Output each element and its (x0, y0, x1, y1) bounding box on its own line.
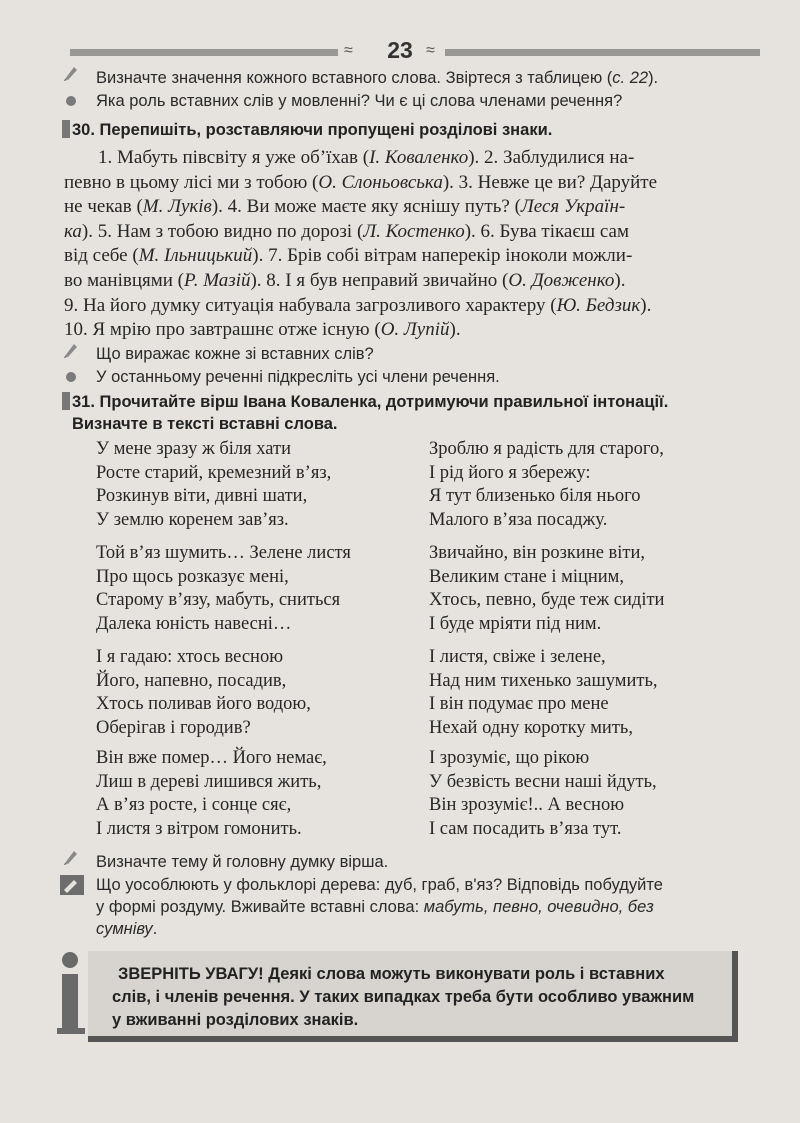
attention-box (88, 951, 738, 1042)
poem-line: І я гадаю: хтось весною (96, 647, 284, 667)
attention-line: у вживанні розділових знаків. (112, 1011, 359, 1029)
stanza (96, 747, 327, 841)
poem-line: Той в’яз шумить… Зелене листя (96, 543, 351, 563)
poem-line: А в’яз росте, і сонце сяє, (96, 795, 292, 815)
poem-line: І буде мріяти під ним. (429, 613, 602, 634)
poem-line: Він зрозуміє!.. А весною (429, 795, 625, 815)
header-rule-right (445, 49, 760, 56)
exercise-title-text: 30. Перепишіть, розставляючи пропущені розділові знаки. (72, 121, 553, 139)
stanza (429, 646, 658, 740)
exercise-31-title-2: Визначте в тексті вставні слова. (72, 415, 338, 433)
stanza (96, 646, 311, 740)
poem-line: І сам посадить в’яза тут. (429, 818, 622, 839)
poem-line: І зрозуміє, що рікою (429, 748, 590, 768)
task-line: у формі роздуму. Вживайте вставні слова: мабуть, певно, очевидно, без (96, 898, 654, 916)
exercise-31-title (62, 391, 668, 413)
poem-line: Про щось розказує мені, (96, 566, 289, 587)
poem-line: Над ним тихенько зашумить, (429, 670, 658, 691)
poem-line: Розкинув віти, дивні шати, (96, 486, 308, 506)
pencil-icon (62, 848, 80, 866)
poem-line: Його, напевно, посадив, (96, 670, 287, 691)
poem-line: Малого в’яза посаджу. (429, 509, 608, 530)
ex30-line: 1. Мабуть півсвіту я уже об’їхав (І. Коваленко). 2. Заблудилися на- (98, 147, 635, 168)
poem-line: Лиш в дереві лишився жить, (96, 771, 322, 792)
attention-text (112, 963, 722, 1032)
poem-line: І листя з вітром гомонить. (96, 818, 302, 839)
attention-line: ЗВЕРНІТЬ УВАГУ! Деякі слова можуть виконувати роль і вставних (118, 965, 665, 983)
ex30-line: ка). 5. Нам з тобою видно по дорозі (Л. Костенко). 6. Бува тікаєш сам (64, 220, 630, 242)
poem-line: Старому в’язу, мабуть, сниться (96, 590, 341, 610)
ex30-line: 10. Я мрію про завтрашнє отже існую (О. Лупій). (64, 319, 461, 341)
task-line: сумніву. (96, 920, 158, 938)
ex30-line: во манівцями (Р. Мазій). 8. І я був неправий звичайно (О. Довженко). (64, 269, 626, 291)
poem-line: Він вже помер… Його немає, (96, 748, 327, 768)
poem-line: І він подумає про мене (429, 694, 609, 714)
task-role: Яка роль вставних слів у мовленні? Чи є ці слова членами речення? (96, 92, 623, 110)
poem-line: У мене зразу ж біля хати (96, 439, 291, 459)
exercise-marker-icon (62, 120, 70, 138)
poem-line: Звичайно, він розкине віти, (429, 543, 646, 563)
poem-line: Хтось поливав його водою, (96, 694, 311, 714)
task-theme: Визначте тему й головну думку вірша. (96, 853, 389, 871)
task-line: Що уособлюють у фольклорі дерева: дуб, граб, в'яз? Відповідь побудуйте (96, 876, 663, 894)
exercise-30-title (62, 119, 552, 141)
poem-line: Я тут близенько біля нього (429, 486, 641, 506)
task-text: Визначте значення кожного вставного слова. Звіртеся з таблицею ( (96, 69, 613, 87)
stanza (429, 542, 664, 636)
ex30-line: від себе (М. Ільницький). 7. Брів собі вітрам наперекір іноколи можли- (64, 245, 633, 267)
stanza (96, 438, 331, 532)
poem-line: Зроблю я радість для старого, (429, 439, 664, 459)
poem-line: Великим стане і міцним, (429, 566, 625, 587)
poem-line: У безвість весни наші йдуть, (429, 771, 657, 792)
stanza (429, 747, 657, 841)
page-number: 23 (387, 37, 413, 63)
task-underline: У останньому реченні підкресліть усі члени речення. (96, 368, 500, 386)
attention-line: слів, і членів речення. У таких випадках треба бути особливо уважним (112, 988, 695, 1006)
page-header (70, 38, 760, 68)
poem-line: Хтось, певно, буде теж сидіти (429, 590, 665, 610)
bullet-icon (66, 372, 76, 382)
writing-task-icon (60, 875, 84, 895)
poem-line: У землю коренем зав’яз. (96, 509, 289, 530)
ex30-line: 9. На його думку ситуація набувала загрозливого характеру (Ю. Бедзик). (64, 294, 652, 316)
poem-line: Росте старий, кремезний в’яз, (96, 462, 332, 483)
header-rule-left (70, 49, 338, 56)
pencil-icon (62, 64, 80, 82)
poem-line: Оберігав і городив? (96, 717, 251, 738)
pencil-icon (62, 341, 80, 359)
ornament-right-icon: ≈ (426, 42, 435, 59)
task-tail: ). (648, 69, 659, 87)
task-express: Що виражає кожне зі вставних слів? (96, 345, 374, 363)
ex30-line: не чекав (М. Луків). 4. Ви може маєте яку яснішу путь? (Леся Україн- (64, 196, 626, 218)
ex30-line: певно в цьому лісі ми з тобою (О. Слоньовська). 3. Невже це ви? Даруйте (64, 171, 658, 193)
task-folklore (96, 874, 732, 940)
ornament-left-icon: ≈ (344, 42, 353, 59)
bullet-icon (66, 96, 76, 106)
stanza (429, 438, 664, 532)
poem-line: Далека юність навесні… (96, 613, 292, 634)
exercise-title-text: 31. Прочитайте вірш Івана Коваленка, дотримуючи правильної інтонації. (72, 393, 669, 411)
stanza (96, 542, 351, 636)
task-ref: с. 22 (612, 69, 649, 87)
poem-line: Нехай одну коротку мить, (429, 717, 633, 738)
info-icon (54, 950, 90, 1040)
exercise-30-text (64, 146, 732, 343)
poem-line: І листя, свіже і зелене, (429, 647, 606, 667)
task-meaning (96, 67, 658, 89)
exercise-marker-icon (62, 392, 70, 410)
poem-line: І рід його я збережу: (429, 462, 591, 483)
